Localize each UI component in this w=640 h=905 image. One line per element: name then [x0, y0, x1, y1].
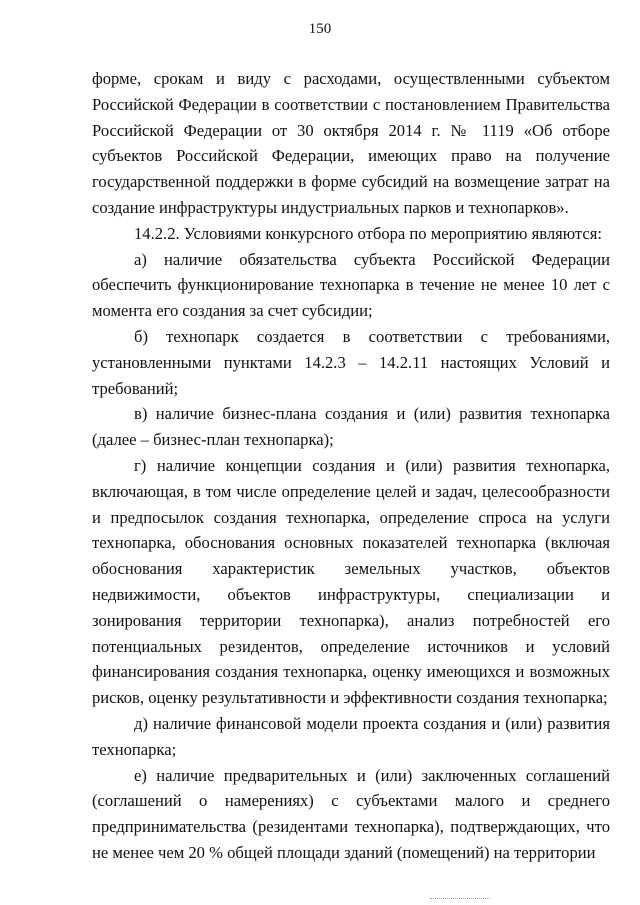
paragraph-section-heading: 14.2.2. Условиями конкурсного отбора по мероприятию являются:: [134, 223, 602, 243]
paragraph-item-b: б) технопарк создается в соответствии с требованиями, установленными пунктами 14.2.3 – 14.2.11 настоящих Условий и требований;: [92, 326, 610, 398]
paragraph-item-v: в) наличие бизнес-плана создания и (или) развития технопарка (далее – бизнес-план технопарка);: [92, 404, 610, 450]
paragraph-item-d: д) наличие финансовой модели проекта создания и (или) развития технопарка;: [92, 713, 610, 759]
paragraph-item-a: а) наличие обязательства субъекта Российской Федерации обеспечить функционирование технопарка в течение не менее 10 лет с момента его создания за счет субсидии;: [92, 249, 610, 321]
paragraph-item-e: е) наличие предварительных и (или) заключенных соглашений (соглашений о намерениях) с субъектами малого и среднего предпринимательства (резидентами технопарка), подтверждающих, что не менее чем 20 % общей площади зданий (помещений) на территории: [92, 765, 610, 862]
scan-artifact-divider: [430, 898, 490, 900]
paragraph-continuation: форме, срокам и виду с расходами, осуществленными субъектом Российской Федерации в соответствии с постановлением Правительства Российской Федерации от 30 октября 2014 г. № 1119 «Об отборе субъектов Российской Федерации, имеющих право на получение государственной поддержки в форме субсидий на возмещение затрат на создание инфраструктуры индустриальных парков и технопарков».: [92, 69, 610, 217]
paragraph-item-g: г) наличие концепции создания и (или) развития технопарка, включающая, в том числе определение целей и задач, целесообразности и предпосылок создания технопарка, определение спроса на услуги технопарка, обоснования основных показателей технопарка (включая обоснования характеристик земельных участков, объектов недвижимости, объектов инфраструктуры, специализации и зонирования территории технопарка), анализ потребностей его потенциальных резидентов, определение источников и условий финансирования создания технопарка, оценку имеющихся и возможных рисков, оценку результативности и эффективности создания технопарка;: [92, 455, 610, 708]
document-body: [92, 66, 610, 866]
page-number: 150: [308, 21, 332, 37]
